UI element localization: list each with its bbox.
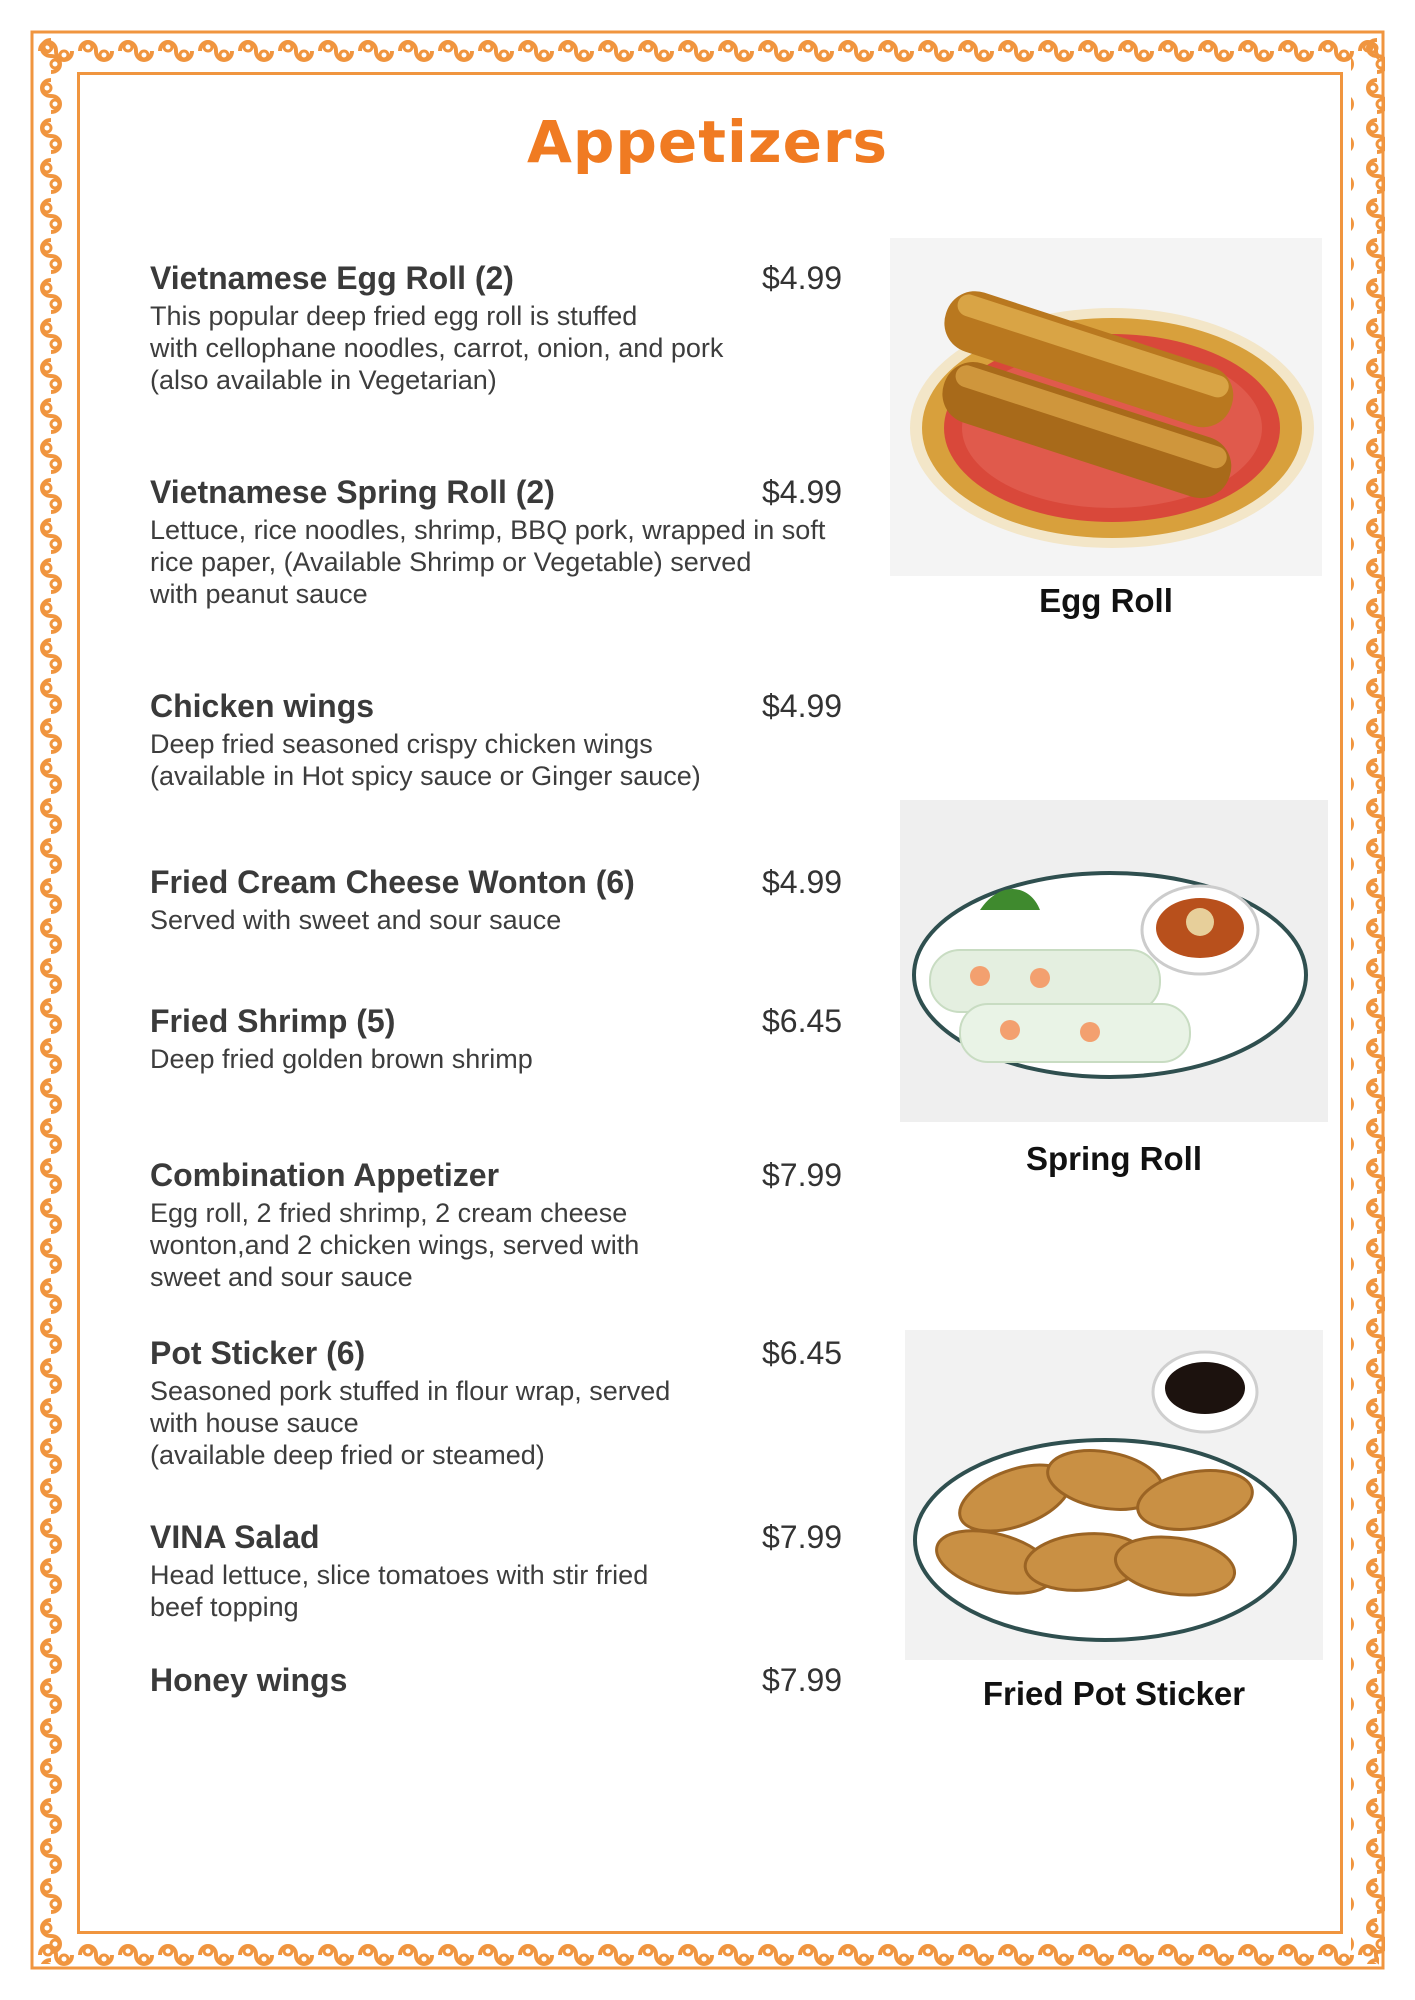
item-description: Egg roll, 2 fried shrimp, 2 cream cheese wonton,and 2 chicken wings, served with sweet and sour sauce: [150, 1198, 640, 1292]
photo-caption: Fried Pot Sticker: [982, 1675, 1246, 1712]
item-description: Deep fried seasoned crispy chicken wings (available in Hot spicy sauce or Ginger sauce): [150, 729, 701, 791]
menu-item: [150, 862, 870, 936]
item-description: Lettuce, rice noodles, shrimp, BBQ pork, wrapped in soft rice paper, (Available Shrimp or Vegetable) served with peanut sauce: [150, 515, 826, 609]
item-price: $7.99: [762, 1519, 843, 1555]
menu-item: [150, 1333, 870, 1471]
menu-item: [150, 258, 870, 396]
pot-sticker-photo: [905, 1330, 1323, 1660]
item-description: This popular deep fried egg roll is stuffed with cellophane noodles, carrot, onion, and pork (also available in Vegetarian): [150, 301, 724, 395]
item-name: Honey wings: [150, 1662, 348, 1698]
spring-roll-photo: [900, 800, 1328, 1122]
spring-roll-illustration: [900, 800, 1328, 1122]
menu-item: [150, 1517, 870, 1623]
menu-item: [150, 472, 870, 610]
item-price: $4.99: [762, 688, 843, 724]
pot-sticker-illustration: [905, 1330, 1323, 1660]
item-name: Vietnamese Egg Roll (2): [150, 260, 514, 296]
item-name: Pot Sticker (6): [150, 1335, 366, 1371]
item-price: $7.99: [762, 1157, 843, 1193]
menu-item: [150, 1155, 870, 1293]
item-name: Fried Shrimp (5): [150, 1003, 396, 1039]
item-description: Head lettuce, slice tomatoes with stir fried beef topping: [150, 1560, 649, 1622]
item-name: Fried Cream Cheese Wonton (6): [150, 864, 635, 900]
photo-caption: Egg Roll: [1039, 582, 1173, 619]
egg-roll-illustration: [890, 238, 1322, 576]
menu-item: [150, 686, 870, 792]
photo-caption: Spring Roll: [1026, 1140, 1202, 1177]
item-name: VINA Salad: [150, 1519, 320, 1555]
egg-roll-photo: [890, 238, 1322, 576]
item-description: Served with sweet and sour sauce: [150, 905, 562, 935]
item-price: $4.99: [762, 260, 843, 296]
item-price: $4.99: [762, 864, 843, 900]
item-name: Combination Appetizer: [150, 1157, 500, 1193]
item-description: Seasoned pork stuffed in flour wrap, served with house sauce (available deep fried or steamed): [150, 1376, 671, 1470]
item-price: $7.99: [762, 1662, 843, 1698]
item-price: $4.99: [762, 474, 843, 510]
menu-item: [150, 1001, 870, 1075]
menu-item: [150, 1660, 870, 1700]
page-title: Appetizers: [526, 108, 889, 176]
item-price: $6.45: [762, 1003, 843, 1039]
item-description: Deep fried golden brown shrimp: [150, 1044, 533, 1074]
item-price: $6.45: [762, 1335, 843, 1371]
item-name: Vietnamese Spring Roll (2): [150, 474, 555, 510]
item-name: Chicken wings: [150, 688, 375, 724]
